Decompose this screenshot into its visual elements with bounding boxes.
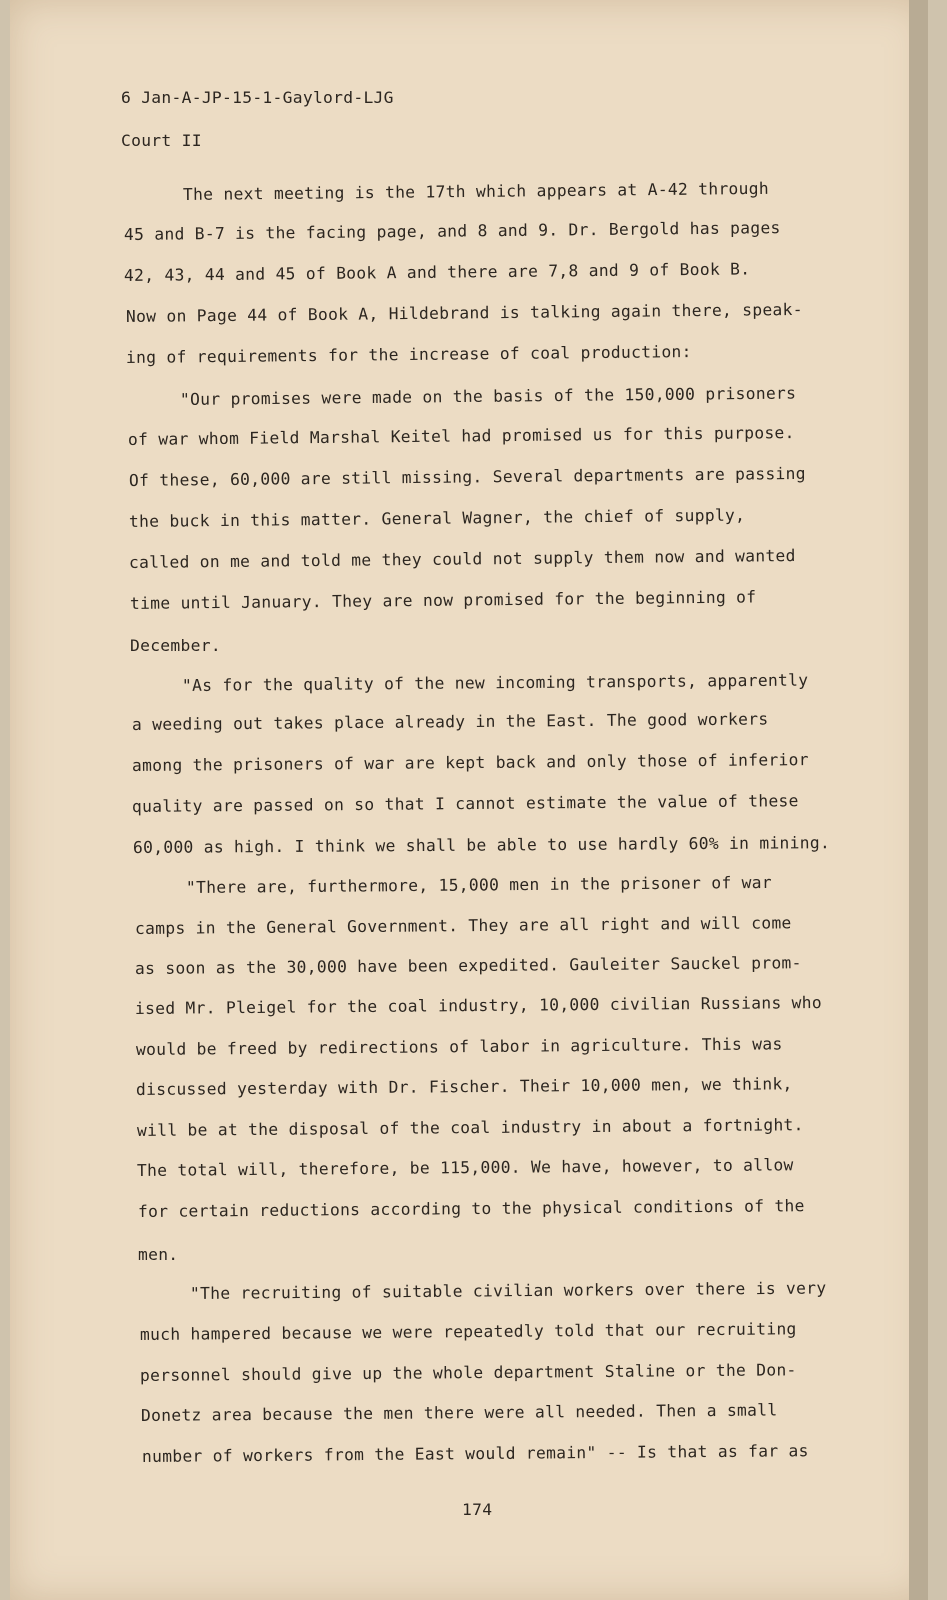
body-line: men.	[138, 1245, 179, 1264]
body-line: time until January. They are now promised for the beginning of	[129, 587, 757, 613]
body-line: 42, 43, 44 and 45 of Book A and there are 7,8 and 9 of Book B.	[123, 259, 751, 285]
court-label: Court II	[121, 131, 202, 150]
body-line: Donetz area because the men there were all needed. Then a small	[140, 1400, 778, 1425]
body-line: "Our promises were made on the basis of the 150,000 prisoners	[179, 383, 797, 409]
body-line: ised Mr. Pleigel for the coal industry, 10,000 civilian Russians who	[134, 993, 823, 1018]
body-line: of war whom Field Marshal Keitel had promised us for this purpose.	[127, 423, 795, 449]
typed-text-area	[10, 0, 928, 1600]
body-line: 60,000 as high. I think we shall be able to use hardly 60% in mining.	[132, 833, 831, 857]
body-line: camps in the General Government. They are all right and will come	[134, 913, 792, 938]
body-line: "As for the quality of the new incoming transports, apparently	[181, 670, 809, 695]
body-line: personnel should give up the whole department Staline or the Don-	[139, 1360, 797, 1385]
body-line: for certain reductions according to the physical conditions of the	[137, 1196, 805, 1221]
body-line: ing of requirements for the increase of coal production:	[125, 342, 692, 367]
body-line: number of workers from the East would remain" -- Is that as far as	[141, 1441, 809, 1466]
body-line: 45 and B-7 is the facing page, and 8 and 9. Dr. Bergold has pages	[123, 218, 781, 244]
body-line: as soon as the 30,000 have been expedited. Gauleiter Sauckel prom-	[134, 953, 802, 978]
body-line: December.	[130, 636, 221, 655]
body-line: would be freed by redirections of labor in agriculture. This was	[135, 1034, 783, 1059]
body-line: The total will, therefore, be 115,000. We have, however, to allow	[136, 1155, 794, 1180]
page-number: 174	[462, 1500, 493, 1519]
body-line: a weeding out takes place already in the East. The good workers	[131, 709, 769, 734]
body-line: "The recruiting of suitable civilian workers over there is very	[189, 1278, 827, 1303]
body-line: among the prisoners of war are kept back and only those of inferior	[131, 750, 809, 775]
body-line: The next meeting is the 17th which appears at A-42 through	[182, 178, 770, 204]
body-line: much hampered because we were repeatedly told that our recruiting	[139, 1319, 797, 1344]
body-line: Of these, 60,000 are still missing. Several departments are passing	[128, 463, 806, 490]
body-line: Now on Page 44 of Book A, Hildebrand is talking again there, speak-	[125, 299, 803, 326]
body-line: called on me and told me they could not supply them now and wanted	[128, 546, 796, 572]
document-page	[10, 0, 928, 1600]
body-line: "There are, furthermore, 15,000 men in the prisoner of war	[185, 872, 772, 897]
doc-id-header: 6 Jan-A-JP-15-1-Gaylord-LJG	[121, 88, 394, 107]
body-line: quality are passed on so that I cannot estimate the value of these	[131, 791, 799, 816]
body-line: the buck in this matter. General Wagner, the chief of supply,	[128, 505, 746, 531]
body-line: will be at the disposal of the coal industry in about a fortnight.	[136, 1115, 804, 1140]
body-line: discussed yesterday with Dr. Fischer. Their 10,000 men, we think,	[135, 1074, 793, 1099]
